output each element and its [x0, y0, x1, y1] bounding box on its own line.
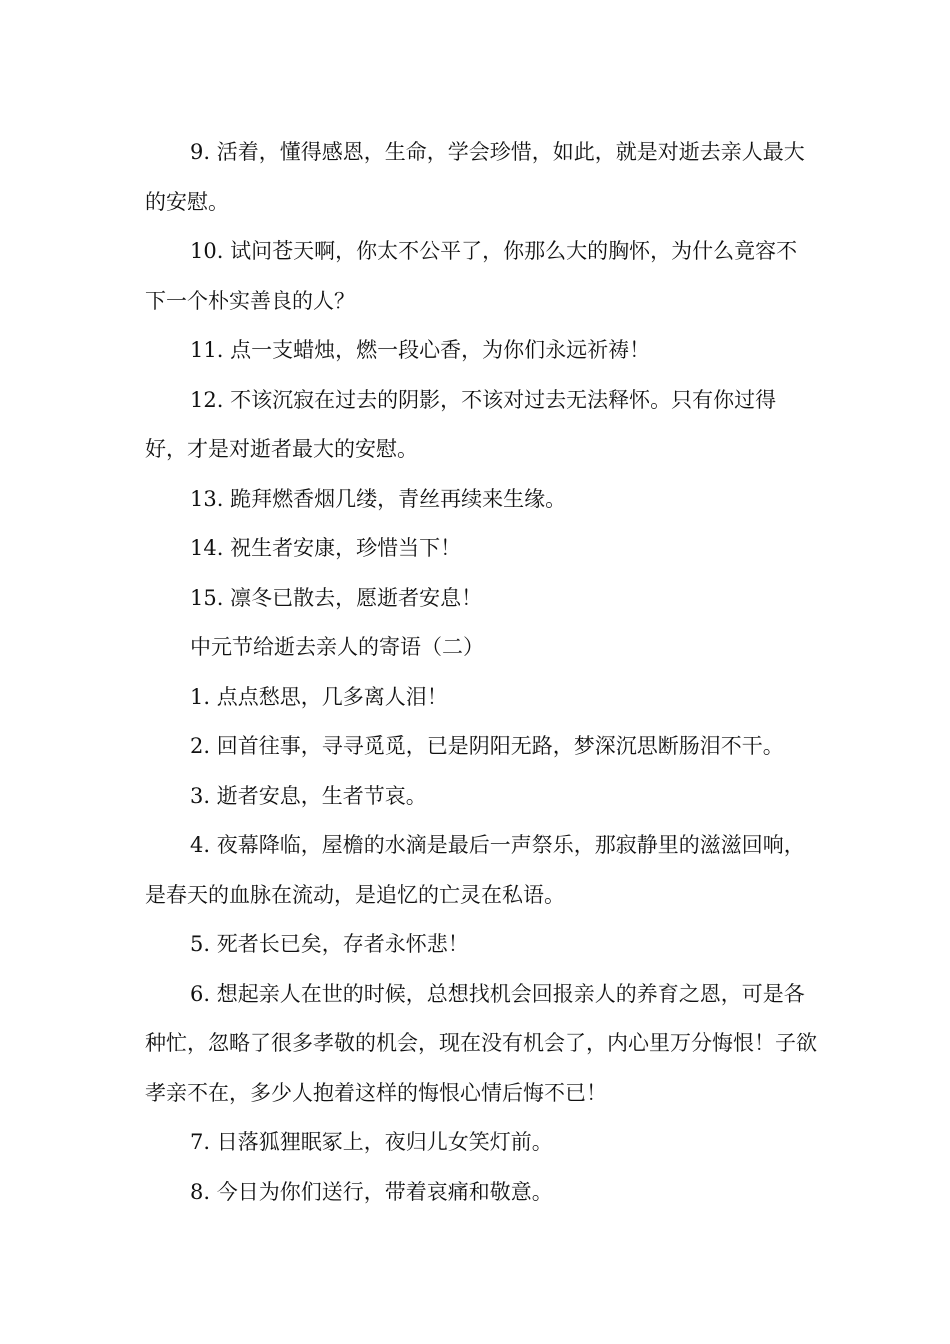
list-item: 14. 祝生者安康，珍惜当下！: [190, 536, 462, 560]
list-item: 1. 点点愁思，几多离人泪！: [190, 684, 448, 709]
list-item: 9. 活着，懂得感恩，生命，学会珍惜，如此，就是对逝去亲人最大的安慰。: [145, 140, 805, 214]
list-item: 3. 逝者安息，生者节哀。: [190, 783, 427, 808]
list-item: 13. 跪拜燃香烟几缕，青丝再续来生缘。: [190, 486, 567, 511]
list-item: 7. 日落狐狸眠冢上，夜归儿女笑灯前。: [190, 1130, 553, 1154]
list-item: 10. 试问苍天啊，你太不公平了，你那么大的胸怀，为什么竟容不下一个朴实善良的人？: [145, 239, 798, 313]
list-item: 4. 夜幕降临，屋檐的水滴是最后一声祭乐，那寂静里的滋滋回响，是春天的血脉在流动，是追忆的亡灵在私语。: [145, 833, 805, 907]
list-item: 6. 想起亲人在世的时候，总想找机会回报亲人的养育之恩，可是各种忙，忽略了很多孝敬的机会，现在没有机会了，内心里万分悔恨！子欲孝亲不在，多少人抱着这样的悔恨心情后悔不已！: [145, 981, 817, 1105]
list-item: 11. 点一支蜡烛，燃一段心香，为你们永远祈祷！: [190, 338, 651, 362]
list-item: 12. 不该沉寂在过去的阴影，不该对过去无法释怀。只有你过得好，才是对逝者最大的安慰。: [145, 387, 777, 461]
list-item: 15. 凛冬已散去，愿逝者安息！: [190, 585, 483, 610]
list-item: 5. 死者长已矣，存者永怀悲！: [190, 932, 469, 956]
document-body: [145, 128, 817, 1217]
list-item: 8. 今日为你们送行，带着哀痛和敬意。: [190, 1179, 553, 1204]
list-item: 2. 回首往事，寻寻觅觅，已是阴阳无路，梦深沉思断肠泪不干。: [190, 734, 784, 758]
section-heading: 中元节给逝去亲人的寄语（二）: [190, 635, 484, 659]
